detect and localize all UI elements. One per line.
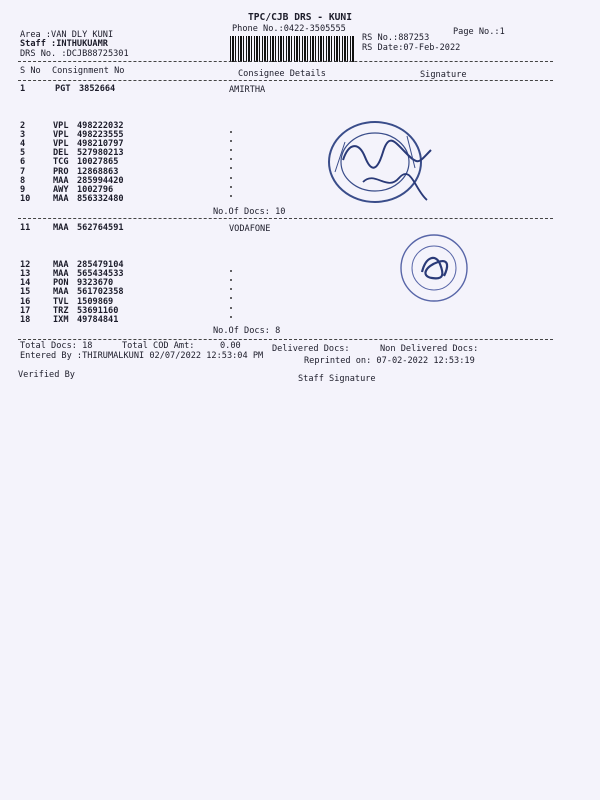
stamp-signature-icon xyxy=(315,112,450,212)
stamp-seal-icon xyxy=(392,232,477,304)
column-header-consignment: Consignment No xyxy=(52,66,125,76)
consignment-code: TRZ xyxy=(53,306,69,316)
serial-number: 12 xyxy=(20,260,31,270)
consignment-number: 1509869 xyxy=(77,297,114,307)
area-label: Area :VAN DLY KUNI xyxy=(20,30,114,40)
serial-number: 14 xyxy=(20,278,31,288)
consignee-name: AMIRTHA xyxy=(229,85,266,95)
column-header-sno: S No xyxy=(20,66,41,76)
serial-number: 11 xyxy=(20,223,31,233)
consignment-code: MAA xyxy=(53,287,69,297)
column-header-signature: Signature xyxy=(420,70,467,80)
consignment-number: 498223555 xyxy=(77,130,124,140)
serial-number: 5 xyxy=(20,148,26,158)
consignment-number: 527980213 xyxy=(77,148,124,158)
page-number: Page No.:1 xyxy=(453,27,505,37)
consignment-code: PRO xyxy=(53,167,69,177)
non-delivered-docs: Non Delivered Docs: xyxy=(380,344,479,354)
consignment-code: AWY xyxy=(53,185,69,195)
consignment-code: MAA xyxy=(53,194,69,204)
serial-number: 13 xyxy=(20,269,31,279)
consignment-code: MAA xyxy=(53,260,69,270)
docs-count: No.Of Docs: 8 xyxy=(213,326,281,336)
consignment-code: MAA xyxy=(53,176,69,186)
consignment-code: VPL xyxy=(53,139,69,149)
consignment-number: 53691160 xyxy=(77,306,119,316)
divider xyxy=(18,61,553,62)
document-title: TPC/CJB DRS - KUNI xyxy=(248,12,352,23)
verified-by: Verified By xyxy=(18,370,75,380)
consignee-name: VODAFONE xyxy=(229,224,271,234)
column-header-consignee: Consignee Details xyxy=(238,69,326,79)
divider xyxy=(18,218,553,219)
consignment-number: 1002796 xyxy=(77,185,114,195)
consignment-number: 856332480 xyxy=(77,194,124,204)
consignment-code: PON xyxy=(53,278,69,288)
rs-number: RS No.:887253 xyxy=(362,33,430,43)
staff-label: Staff :INTHUKUAMR xyxy=(20,39,108,49)
consignment-code: VPL xyxy=(53,130,69,140)
entered-by: Entered By :THIRUMALKUNI 02/07/2022 12:53:04 PM xyxy=(20,351,264,361)
barcode xyxy=(230,36,354,62)
rs-date: RS Date:07-Feb-2022 xyxy=(362,43,461,53)
consignment-number: 12868863 xyxy=(77,167,119,177)
total-docs: Total Docs: 18 xyxy=(20,341,93,351)
consignment-number: 285994420 xyxy=(77,176,124,186)
consignment-number: 10027865 xyxy=(77,157,119,167)
total-cod-amount-value: 0.00 xyxy=(220,341,241,351)
serial-number: 1 xyxy=(20,84,26,94)
serial-number: 17 xyxy=(20,306,31,316)
serial-number: 4 xyxy=(20,139,26,149)
divider xyxy=(18,339,553,340)
serial-number: 7 xyxy=(20,167,26,177)
consignment-number: 285479104 xyxy=(77,260,124,270)
drs-number: DRS No. :DCJB88725301 xyxy=(20,49,129,59)
consignment-code: TCG xyxy=(53,157,69,167)
delivered-docs: Delivered Docs: xyxy=(272,344,350,354)
consignment-code: PGT xyxy=(55,84,71,94)
serial-number: 2 xyxy=(20,121,26,131)
divider xyxy=(18,80,553,81)
serial-number: 3 xyxy=(20,130,26,140)
consignment-number: 498210797 xyxy=(77,139,124,149)
serial-number: 16 xyxy=(20,297,31,307)
consignment-number: 9323670 xyxy=(77,278,114,288)
consignment-number: 561702358 xyxy=(77,287,124,297)
total-cod-amount-label: Total COD Amt: xyxy=(122,341,195,351)
consignment-code: MAA xyxy=(53,223,69,233)
consignment-number: 565434533 xyxy=(77,269,124,279)
serial-number: 6 xyxy=(20,157,26,167)
consignment-code: VPL xyxy=(53,121,69,131)
reprinted-on: Reprinted on: 07-02-2022 12:53:19 xyxy=(304,356,475,366)
consignment-number: 562764591 xyxy=(77,223,124,233)
serial-number: 15 xyxy=(20,287,31,297)
serial-number: 10 xyxy=(20,194,31,204)
consignment-code: MAA xyxy=(53,269,69,279)
consignment-code: DEL xyxy=(53,148,69,158)
serial-number: 9 xyxy=(20,185,26,195)
phone-number: Phone No.:0422-3505555 xyxy=(232,24,346,34)
serial-number: 18 xyxy=(20,315,31,325)
serial-number: 8 xyxy=(20,176,26,186)
docs-count: No.Of Docs: 10 xyxy=(213,207,286,217)
consignment-number: 3852664 xyxy=(79,84,116,94)
consignment-number: 49784841 xyxy=(77,315,119,325)
consignment-number: 498222032 xyxy=(77,121,124,131)
consignment-code: TVL xyxy=(53,297,69,307)
consignment-code: IXM xyxy=(53,315,69,325)
staff-signature: Staff Signature xyxy=(298,374,376,384)
